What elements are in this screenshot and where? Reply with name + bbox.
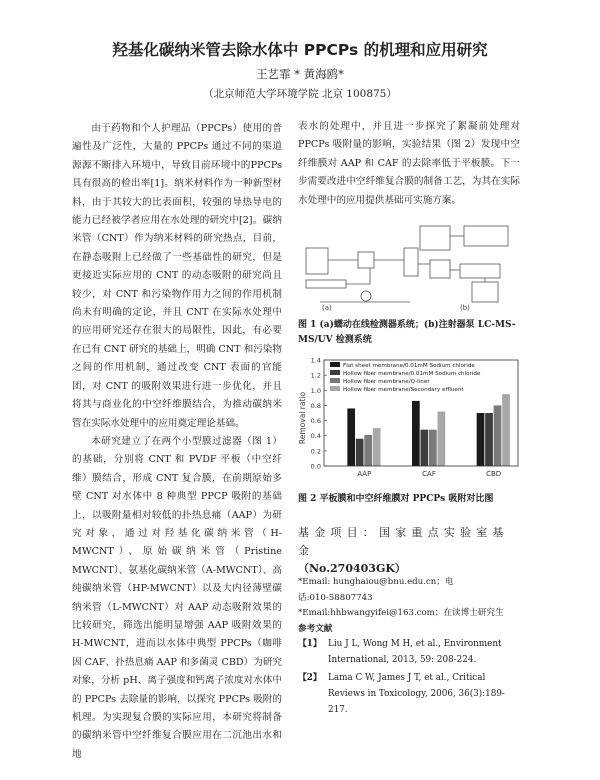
- bar-aap-series-1: [347, 408, 355, 466]
- legend-label: Hollow fiber membrane/Q-liner: [343, 379, 430, 385]
- reference-text: Liu J L, Wong M H, et al., Environment International, 2013, 59: 208-224.: [328, 639, 502, 665]
- bar-cbd-series-1: [477, 413, 485, 466]
- note-phone: 话:010-58807743: [298, 592, 373, 603]
- note-email-1: *Email: hunghaiou@bnu.edu.cn；电: [298, 577, 454, 587]
- legend-swatch: [330, 378, 340, 383]
- funding-line: 基金项目：国家重点实验室基金: [298, 526, 509, 557]
- note-email-2: *Email:hhbwangyifei@163.com；在读博士研究生: [298, 608, 504, 618]
- figure-2-bar-chart: [296, 356, 522, 488]
- bar-aap-series-3: [364, 435, 372, 466]
- reference-item: [298, 636, 520, 668]
- figure-1-schematic: [300, 220, 518, 312]
- funding-number: （No.270403GK）: [298, 562, 406, 575]
- bar-cbd-series-4: [502, 394, 510, 466]
- bar-cbd-series-3: [494, 405, 502, 466]
- legend-swatch: [330, 370, 340, 375]
- reference-text: Lama C W, James J T, et al., Critical Reviews in Toxicology, 2006, 36(3):189-217.: [328, 673, 505, 715]
- legend-swatch: [330, 386, 340, 391]
- y-tick-label: 0.8: [310, 401, 321, 410]
- funding-block: [298, 524, 520, 578]
- legend-label: Hollow fiber membrane/0.01mM Sodium chloride: [343, 371, 481, 377]
- y-tick-label: 0.2: [310, 447, 321, 456]
- bar-caf-series-4: [438, 411, 446, 466]
- paper-affiliation: （北京师范大学环境学院 北京 100875）: [203, 88, 397, 100]
- chart-y-axis-label: Removal ratio: [298, 391, 307, 445]
- paper-title: 羟基化碳纳米管去除水体中 PPCPs 的机理和应用研究: [112, 41, 488, 59]
- figure-1-panel-b-label: (b): [460, 304, 470, 312]
- figure-1-panel-a-label: (a): [322, 304, 332, 312]
- continued-paragraph: 表水的处理中，并且进一步探究了絮凝前处理对 PPCPs 吸附量的影响，实验结果（图 2）发现中空纤维膜对 AAP 和 CAF 的去除率低于平板膜。下一步需要改进中空纤维复合膜的制备工艺，为其在实际水处理中的应用提供基础可实施方案。: [298, 121, 520, 206]
- y-tick-label: 0.0: [310, 462, 321, 471]
- y-tick-label: 1.0: [310, 386, 321, 395]
- y-tick-label: 0.4: [310, 432, 321, 441]
- bar-cbd-series-2: [485, 413, 493, 466]
- figure-1-caption: 图 1 (a)蠕动在线检测器系统；(b)注射器泵 LC-MS-MS/UV 检测系统: [298, 320, 516, 345]
- method-paragraph: 本研究建立了在两个小型膜过滤器（图 1）的基础，分别将 CNT 和 PVDF 平板（中空纤维）膜结合，形成 CNT 复合膜，在前期原始多壁 CNT 对水体中 8 种典型 PPCP 吸附的基础上，以吸附量相对较低的扑热息痛（AAP）为研究对象，通过对羟基化碳纳米管（H-MWCNT）、原始碳纳米管（Pristine MWCNT）、氨基化碳纳米管（A-MWCNT）、高纯碳纳米管（HP-MWCNT）以及大内径薄壁碳纳米管（L-MWCNT）对 AAP 动态吸附效果的比较研究，筛选出能明显增强 AAP 吸附效果的 H-MWCNT，进而以水体中典型 PPCPs（咖啡因 CAF、扑热息痛 AAP 和多菌灵 CBD）为研究对象，分析 pH、离子强度和钙离子浓度对水体中的 PPCPs 去除量的影响，以探究 PPCPs 吸附的机理。为实现复合膜的实际应用，本研究将制备的碳纳米管中空纤维复合膜应用在二沉池出水和地: [72, 435, 282, 760]
- x-category-label: CBD: [486, 470, 502, 478]
- x-category-label: CAF: [422, 470, 436, 478]
- legend-label: Hollow fiber membrane/Secondary effluent: [343, 387, 464, 393]
- bar-caf-series-2: [421, 430, 429, 466]
- references-heading: 参考文献: [298, 623, 333, 634]
- paper-authors: 王艺霏 * 黄海鸥*: [256, 67, 344, 81]
- left-column: [72, 120, 282, 764]
- reference-number: 【1】: [298, 639, 322, 649]
- bar-caf-series-3: [429, 430, 437, 466]
- contact-notes: [298, 575, 520, 637]
- reference-number: 【2】: [298, 673, 322, 683]
- bar-caf-series-1: [412, 401, 420, 466]
- legend-swatch: [330, 362, 340, 367]
- right-column: [298, 118, 520, 210]
- figure-2-caption: 图 2 平板膜和中空纤维膜对 PPCPs 吸附对比图: [298, 494, 494, 504]
- reference-item: [298, 670, 520, 718]
- bar-aap-series-4: [373, 428, 381, 466]
- y-tick-label: 0.6: [310, 417, 321, 426]
- intro-paragraph: 由于药物和个人护理品（PPCPs）使用的普遍性及广泛性，大量的 PPCPs 通过不同的渠道源源不断排入环境中，导致目前环境中的PPCPs 具有很高的检出率[1]。纳米材料作为一种新型材料，由于其较大的比表面积，较强的导热导电的能力已经被学者应用在水处理的研究中[2]。碳纳米管（CNT）作为纳米材料的研究热点，目前，在静态吸附上已经做了一些基础性的研究，但是更接近实际应用的 CNT 的动态吸附的研究尚且较少，对 CNT 和污染物作用力之间的作用机制尚未有明确的定论，并且 CNT 在实际水处理中的应用研究还存在很大的局限性，因此，有必要在已有 CNT 研究的基础上，明确 CNT 和污染物之间的作用机制，通过改变 CNT 表面的官能团，对 CNT 的吸附效果进行进一步优化，并且将其与商业化的中空纤维膜结合，为推动碳纳米管在实际水处理中的应用奠定理论基础。: [72, 123, 282, 429]
- legend-label: Flat sheet membrane/0.01mM Sodium chloride: [343, 363, 475, 369]
- x-category-label: AAP: [357, 470, 372, 478]
- bar-aap-series-2: [356, 439, 364, 466]
- reference-list: [298, 636, 520, 720]
- y-tick-label: 1.4: [310, 356, 321, 365]
- y-tick-label: 1.2: [310, 371, 321, 380]
